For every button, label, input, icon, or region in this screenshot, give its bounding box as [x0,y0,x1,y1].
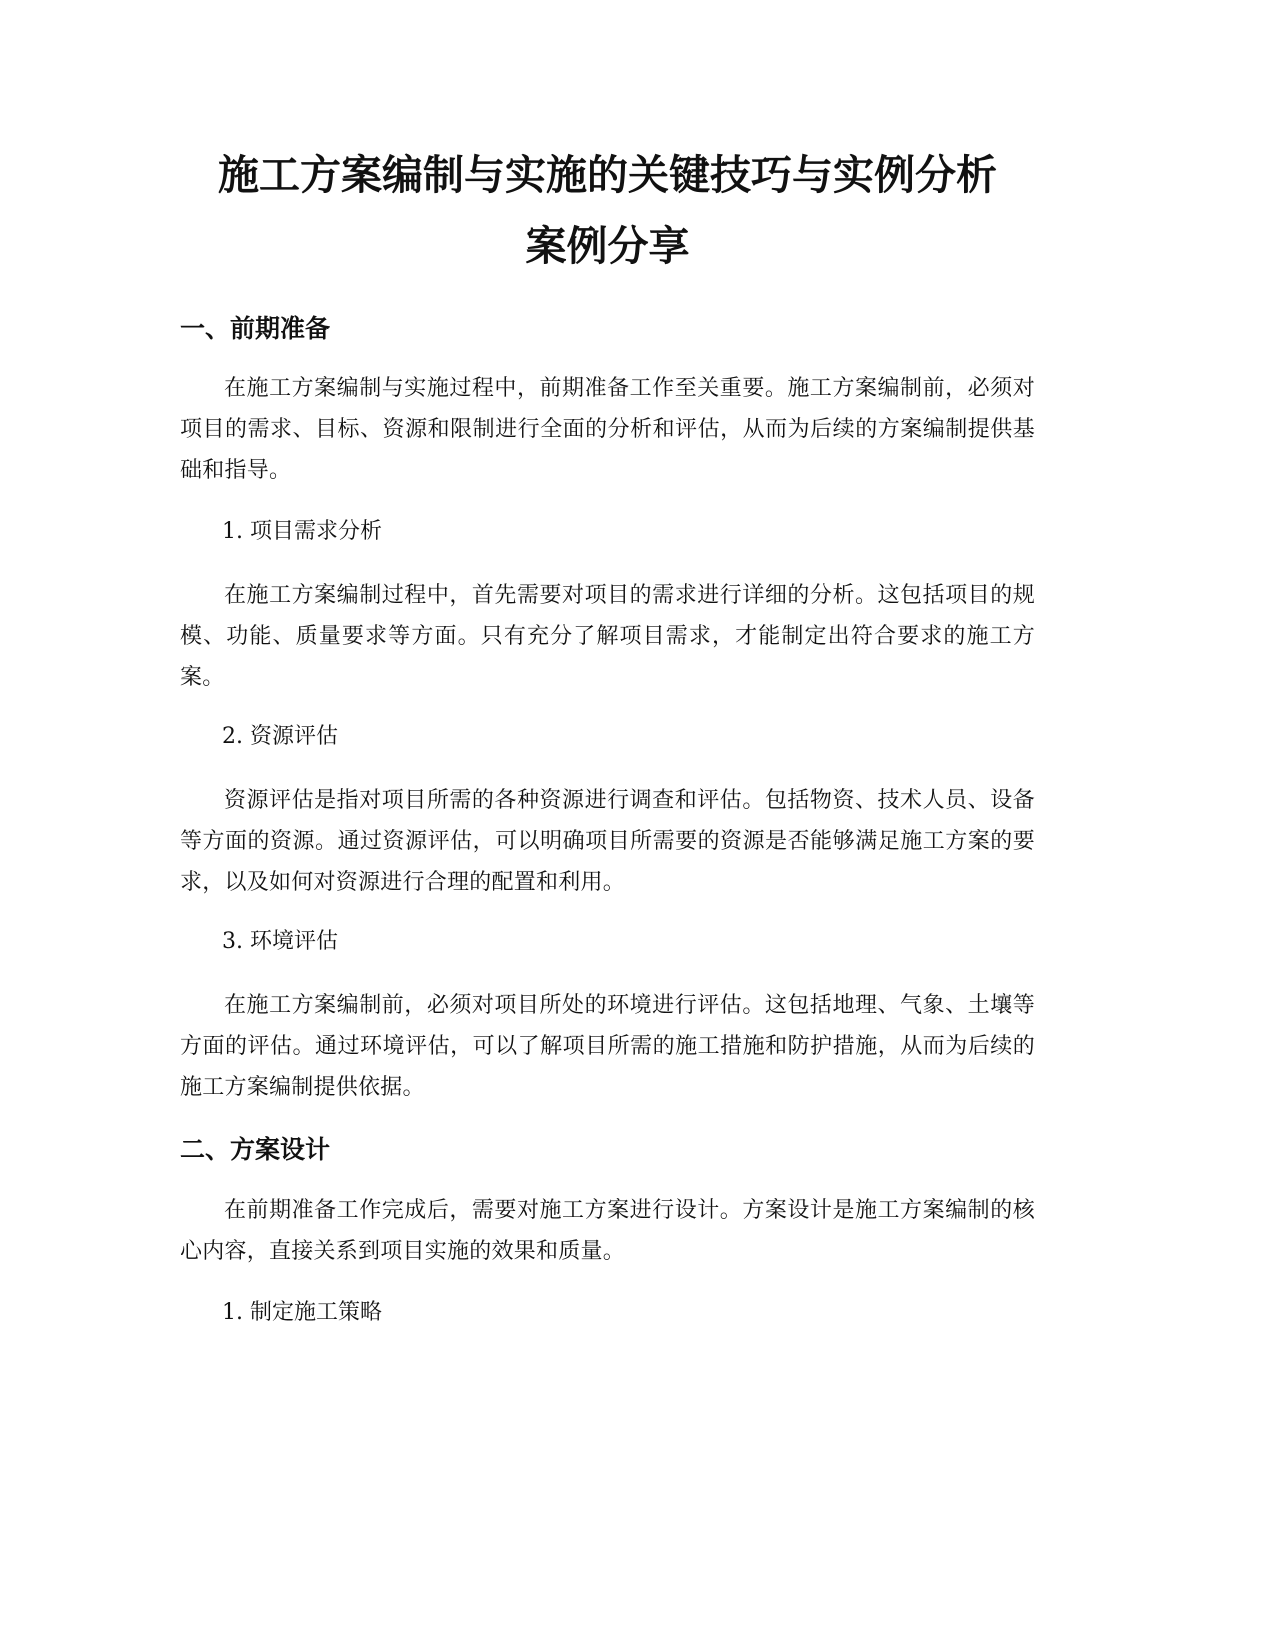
item-text-environment-assessment: 在施工方案编制前，必须对项目所处的环境进行评估。这包括地理、气象、土壤等方面的评估。通过环境评估，可以了解项目所需的施工措施和防护措施，从而为后续的施工方案编制提供依据。 [180,993,1035,1100]
item-title-construction-strategy: 1. 制定施工策略 [222,1300,382,1325]
item-title-environment-assessment: 3. 环境评估 [222,929,338,954]
item-text-requirement-analysis: 在施工方案编制过程中，首先需要对项目的需求进行详细的分析。这包括项目的规模、功能、质量要求等方面。只有充分了解项目需求，才能制定出符合要求的施工方案。 [180,583,1035,690]
section-intro-design: 在前期准备工作完成后，需要对施工方案进行设计。方案设计是施工方案编制的核心内容，直接关系到项目实施的效果和质量。 [180,1198,1035,1264]
document-title-line-1: 施工方案编制与实施的关键技巧与实例分析 [218,151,997,199]
document-title-line-2: 案例分享 [525,222,690,270]
item-title-resource-assessment: 2. 资源评估 [222,724,338,749]
section-heading-design: 二、方案设计 [180,1135,331,1164]
section-intro-preparation: 在施工方案编制与实施过程中，前期准备工作至关重要。施工方案编制前，必须对项目的需求、目标、资源和限制进行全面的分析和评估，从而为后续的方案编制提供基础和指导。 [180,376,1035,483]
item-title-requirement-analysis: 1. 项目需求分析 [222,519,382,544]
section-heading-preparation: 一、前期准备 [180,314,331,343]
item-text-resource-assessment: 资源评估是指对项目所需的各种资源进行调查和评估。包括物资、技术人员、设备等方面的资源。通过资源评估，可以明确项目所需要的资源是否能够满足施工方案的要求，以及如何对资源进行合理的配置和利用。 [180,788,1035,895]
